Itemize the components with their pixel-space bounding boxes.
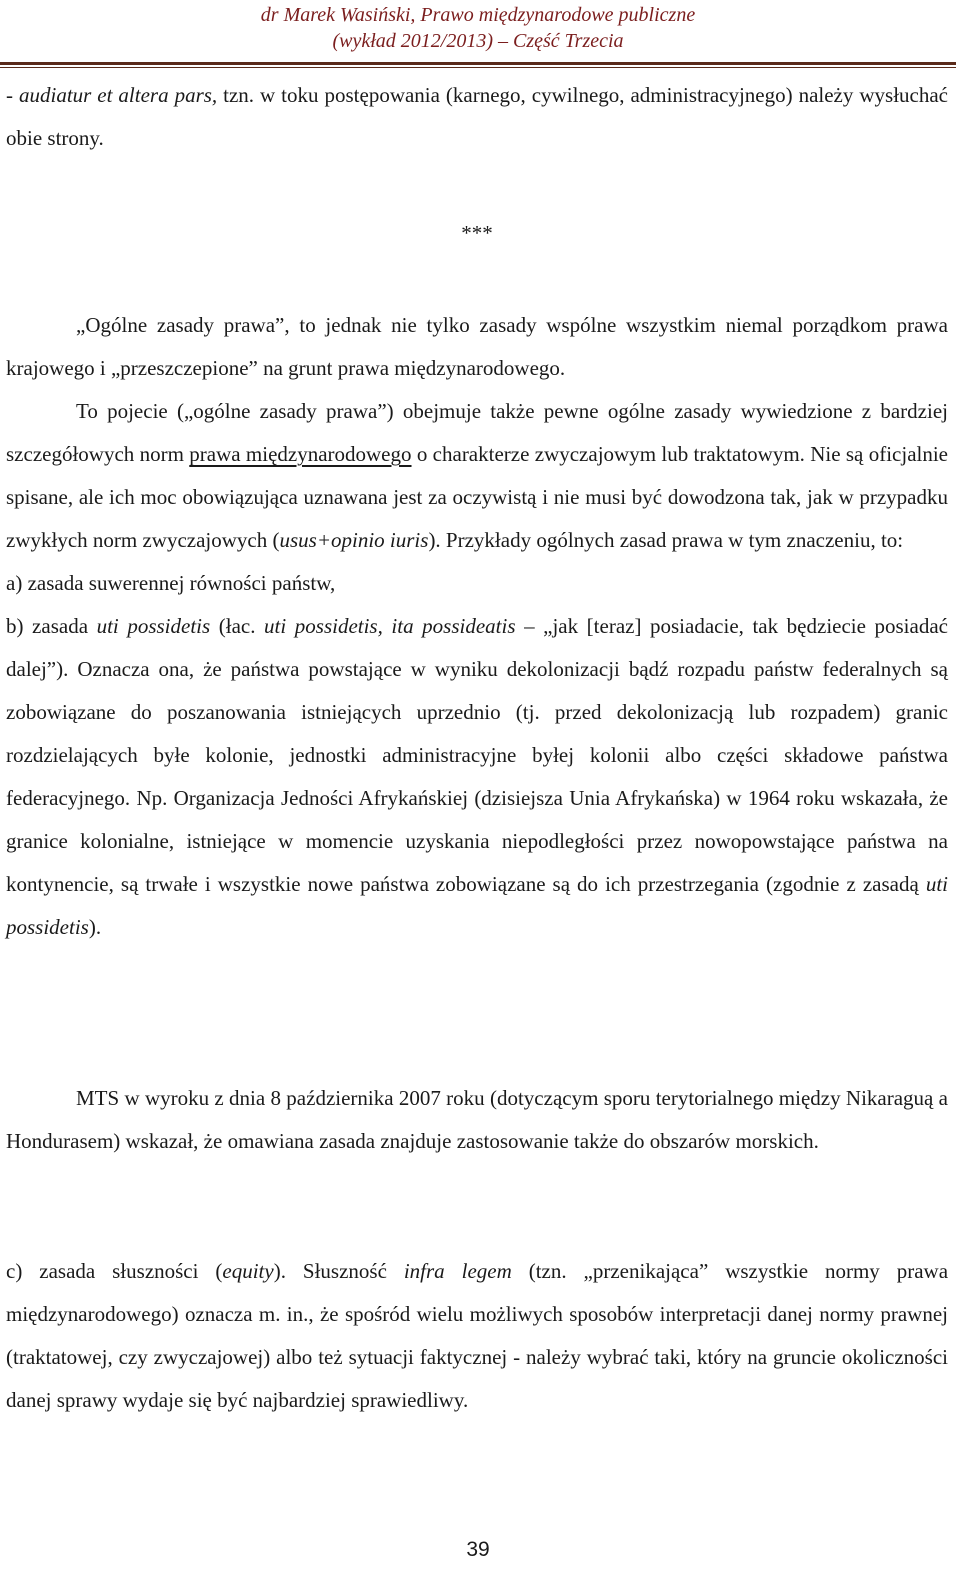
text-run: tzn. w toku postępowania (karnego, cywilnego, administracyjnego) należy wysłuchać obie strony. — [6, 83, 948, 150]
link-prawa-miedzynarodowego[interactable]: prawa międzynarodowego — [189, 442, 412, 466]
italic-phrase: equity — [222, 1259, 274, 1283]
text-run: (łac. — [210, 614, 265, 638]
italic-phrase: usus+opinio iuris — [279, 528, 429, 552]
text-run: b) zasada — [6, 614, 97, 638]
text-run: o charakterze zwyczajowym lub traktatowym. Nie są oficjalnie spisane, ale ich moc obowiązująca uznawana jest za oczywistą i nie musi być dowodzona tak, jak w przypadku zwykłych norm zwyczajowych ( — [6, 442, 948, 552]
text-run: - — [6, 83, 19, 107]
page-number: 39 — [466, 1538, 490, 1561]
italic-phrase: uti possidetis — [6, 872, 948, 939]
text-run: c) zasada słuszności ( — [6, 1259, 223, 1283]
list-item-b — [6, 605, 948, 949]
header-rule-thick — [0, 62, 956, 65]
header-line-2: (wykład 2012/2013) – Część Trzecia — [332, 30, 624, 52]
section-separator: *** — [461, 221, 493, 245]
text-run: To pojecie („ogólne zasady prawa”) obejmuje także pewne ogólne zasady wywiedzione z bardziej szczegółowych norm — [6, 399, 948, 466]
text-run: (tzn. „przenikająca” wszystkie normy prawa międzynarodowego) oznacza m. in., że spośród wielu możliwych sposobów interpretacji danej normy prawnej (traktatowej, czy zwyczajowej) albo też sytuacji faktycznej - należy wybrać taki, który na gruncie okoliczności danej sprawy wydaje się być najbardziej sprawiedliwy. — [6, 1259, 949, 1412]
italic-phrase: infra legem — [403, 1259, 512, 1283]
paragraph-mts: MTS w wyroku z dnia 8 października 2007 roku (dotyczącym sporu terytorialnego między Nikaraguą a Hondurasem) wskazał, że omawiana zasada znajduje zastosowanie także do obszarów morskich. — [6, 1086, 948, 1153]
italic-phrase: uti possidetis, ita possideatis — [264, 614, 516, 638]
sentence-definition — [6, 390, 948, 562]
paragraph-general-principles — [6, 304, 948, 949]
running-header — [0, 0, 956, 62]
header-line-1: dr Marek Wasiński, Prawo międzynarodowe publiczne — [260, 4, 696, 26]
italic-phrase: uti possidetis — [96, 614, 211, 638]
italic-phrase: audiatur et altera pars, — [18, 83, 218, 107]
text-run: ). Słuszność — [273, 1259, 404, 1283]
text-run: – „jak [teraz] posiadacie, tak będziecie posiadać dalej”). Oznacza ona, że państwa powstające w wyniku dekolonizacji bądź rozpadu państw federalnych są zobowiązane do poszanowania istniejących uprzednio (tj. przed dekolonizacją lub rozpadem) granic rozdzielających byłe kolonie, jednostki administracyjne byłej kolonii albo części składowe państwa federacyjnego. Np. Organizacja Jedności Afrykańskiej (dzisiejsza Unia Afrykańska) w 1964 roku wskazała, że granice kolonialne, istniejące w momencie uzyskania niepodległości przez nowopowstające państwa na kontynencie, są trwałe i wszystkie nowe państwa zobowiązane są do ich przestrzegania (zgodnie z zasadą — [6, 614, 948, 896]
text-run: ). — [88, 915, 102, 939]
paragraph-audiatur — [6, 74, 948, 160]
sentence-intro: „Ogólne zasady prawa”, to jednak nie tylko zasady wspólne wszystkim niemal porządkom prawa krajowego i „przeszczepione” na grunt prawa międzynarodowego. — [6, 313, 948, 380]
list-item-a: a) zasada suwerennej równości państw, — [6, 571, 336, 595]
text-run: ). Przykłady ogólnych zasad prawa w tym znaczeniu, to: — [428, 528, 904, 552]
header-rule-thin — [0, 67, 956, 68]
list-item-c — [6, 1250, 948, 1422]
